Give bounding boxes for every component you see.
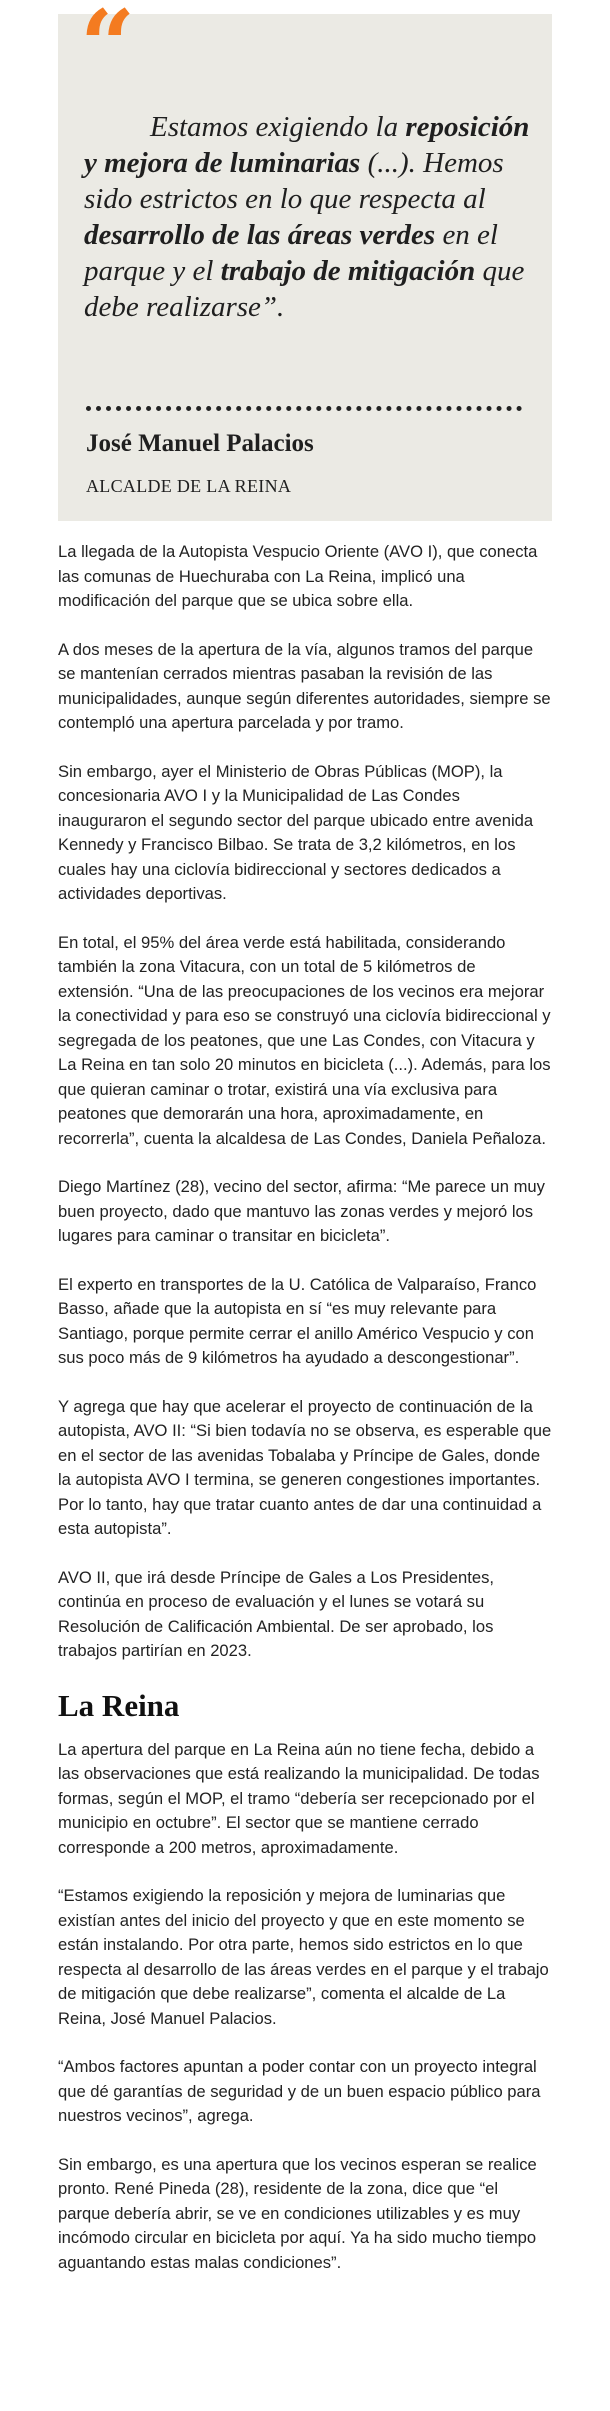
quote-divider [86,406,522,411]
quote-emphasis: desarrollo de las áreas verdes [84,219,436,251]
quote-text [84,109,534,325]
article-paragraph: A dos meses de la apertura de la vía, algunos tramos del parque se mantenían cerrados mientras pasaban la revisión de las municipalidades, aunque según diferentes autoridades, siempre se contempló una apertura parcelada y por tramo. [58,639,551,732]
article-paragraph: Diego Martínez (28), vecino del sector, afirma: “Me parece un muy buen proyecto, dado que mantuvo las zonas verdes y mejoró los lugares para caminar o transitar en bicicleta”. [58,1177,545,1245]
quote-fragment: (...). Hemos sido estrictos en lo que respecta al [84,147,504,215]
article-paragraph: En total, el 95% del área verde está habilitada, considerando también la zona Vitacura, con un total de 5 kilómetros de extensión. “Una de las preocupaciones de los vecinos era mejorar la conectividad y para eso se construyó una ciclovía bidireccional y segregada de los peatones, que une Las Condes, con Vitacura y La Reina en tan solo 20 minutos en bicicleta (...). Además, para los que quieran caminar o trotar, existirá una vía exclusiva para peatones que demorarán una hora, aproximadamente, en recorrerla”, cuenta la alcaldesa de Las Condes, Daniela Peñaloza. [58,932,551,1148]
section-heading: La Reina [58,1687,180,1723]
quote-author-role: ALCALDE DE LA REINA [86,476,292,496]
quote-fragment: en el parque y el [84,219,498,287]
article-paragraph: “Estamos exigiendo la reposición y mejora de luminarias que existían antes del inicio del proyecto y que en este momento se están instalando. Por otra parte, hemos sido estrictos en lo que respecta al desarrollo de las áreas verdes en el parque y el trabajo de mitigación que debe realizarse”, comenta el alcalde de La Reina, José Manuel Palacios. [58,1886,549,2028]
article-section-main [58,540,552,1664]
quote-emphasis: reposición y mejora de luminarias [84,111,530,179]
article-paragraph: La llegada de la Autopista Vespucio Oriente (AVO I), que conecta las comunas de Huechuraba con La Reina, implicó una modificación del parque que se ubica sobre ella. [58,542,538,610]
article-paragraph: La apertura del parque en La Reina aún no tiene fecha, debido a las observaciones que está realizando la municipalidad. De todas formas, según el MOP, el tramo “debería ser recepcionado por el municipio en octubre”. El sector que se mantiene cerrado corresponde a 200 metros, aproximadamente. [58,1739,540,1857]
article-section-la-reina [58,1738,552,2276]
article-paragraph: Y agrega que hay que acelerar el proyecto de continuación de la autopista, AVO II: “Si bien todavía no se observa, es esperable que en el sector de las avenidas Tobalaba y Príncipe de Gales, donde la autopista AVO I termina, se generen congestiones importantes. Por lo tanto, hay que tratar cuanto antes de dar una continuidad a esta autopista”. [58,1396,552,1538]
article-paragraph: “Ambos factores apuntan a poder contar con un proyecto integral que dé garantías de seguridad y de un buen espacio público para nuestros vecinos”, agrega. [58,2057,541,2125]
quote-author: José Manuel Palacios [86,430,314,457]
quote-fragment: Estamos exigiendo la [150,111,406,143]
quote-mark-icon: “ [80,0,136,102]
pull-quote [58,0,552,521]
quote-emphasis: trabajo de mitigación [220,255,476,287]
quote-fragment: que debe realizarse”. [84,255,525,323]
article-paragraph: El experto en transportes de la U. Católica de Valparaíso, Franco Basso, añade que la autopista en sí “es muy relevante para Santiago, porque permite cerrar el anillo Américo Vespucio y con sus poco más de 9 kilómetros ha ayudado a descongestionar”. [58,1274,537,1367]
article-body [58,540,552,2299]
article-paragraph: Sin embargo, es una apertura que los vecinos esperan se realice pronto. René Pineda (28), residente de la zona, dice que “el parque debería abrir, se ve en condiciones utilizables y es muy incómodo circular en bicicleta por aquí. Ya ha sido mucho tiempo aguantando estas malas condiciones”. [58,2154,537,2272]
article-paragraph: Sin embargo, ayer el Ministerio de Obras Públicas (MOP), la concesionaria AVO I y la Municipalidad de Las Condes inauguraron el segundo sector del parque ubicado entre avenida Kennedy y Francisco Bilbao. Se trata de 3,2 kilómetros, en los cuales hay una ciclovía bidireccional y sectores dedicados a actividades deportivas. [58,761,534,903]
article-paragraph: AVO II, que irá desde Príncipe de Gales a Los Presidentes, continúa en proceso de evaluación y el lunes se votará su Resolución de Calificación Ambiental. De ser aprobado, los trabajos partirían en 2023. [58,1567,494,1660]
